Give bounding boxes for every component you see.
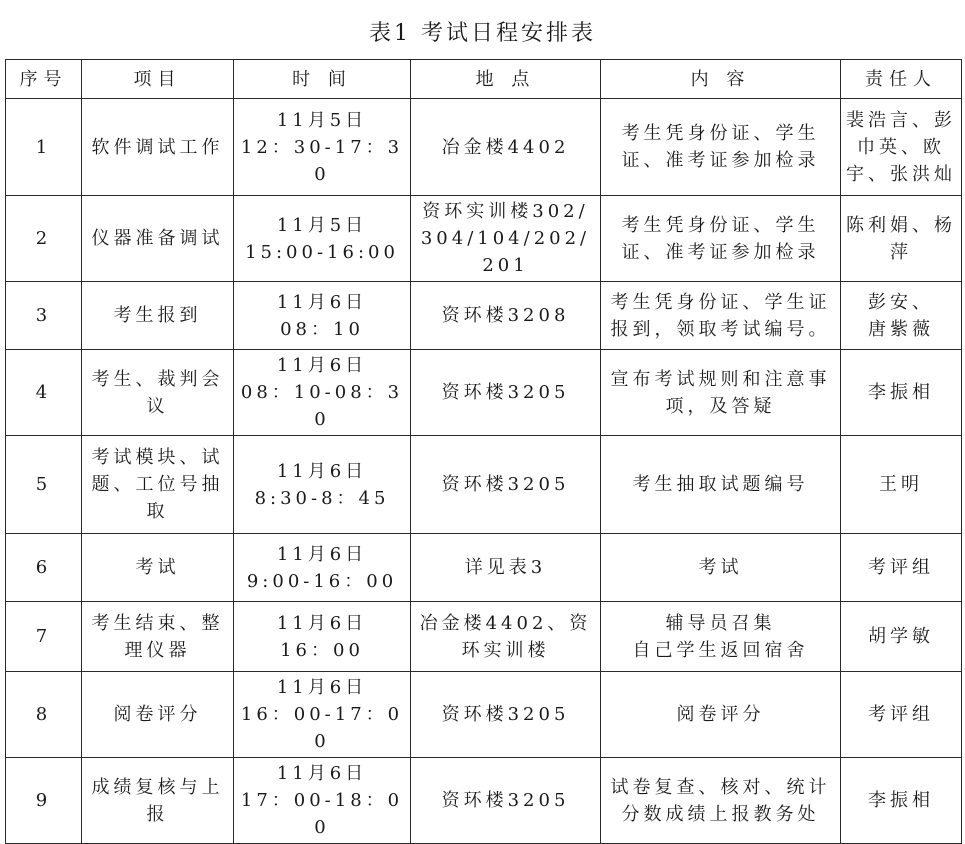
row-no: 1: [6, 99, 82, 196]
table-row: [6, 672, 962, 758]
row-item: 仪器准备调试: [82, 196, 234, 282]
table-row: [6, 196, 962, 282]
table-row: [6, 758, 962, 844]
table-row: [6, 602, 962, 672]
row-content: 考生凭身份证、学生证、准考证参加检录: [601, 99, 841, 196]
row-content: 考试: [601, 534, 841, 602]
row-item: 软件调试工作: [82, 99, 234, 196]
row-item: 考生、裁判会议: [82, 350, 234, 436]
row-item: 考生报到: [82, 282, 234, 350]
row-person: 李振相: [841, 350, 962, 436]
row-no: 3: [6, 282, 82, 350]
row-time: 11月5日 12：30-17：30: [234, 99, 411, 196]
row-content: 考生抽取试题编号: [601, 436, 841, 534]
row-location: 冶金楼4402: [411, 99, 601, 196]
row-person: 彭安、 唐紫薇: [841, 282, 962, 350]
header-time: 时 间: [234, 60, 411, 99]
row-person: 李振相: [841, 758, 962, 844]
row-item: 阅卷评分: [82, 672, 234, 758]
table-row: [6, 99, 962, 196]
row-person: 考评组: [841, 534, 962, 602]
table-row: [6, 534, 962, 602]
row-person: 陈利娟、杨萍: [841, 196, 962, 282]
table-row: [6, 436, 962, 534]
row-location: 资环楼3205: [411, 436, 601, 534]
row-location: 资环实训楼302/304/104/202/201: [411, 196, 601, 282]
row-person: 裴浩言、彭巾英、欧宇、张洪灿: [841, 99, 962, 196]
row-no: 7: [6, 602, 82, 672]
row-location: 详见表3: [411, 534, 601, 602]
row-location: 资环楼3205: [411, 672, 601, 758]
row-location: 资环楼3205: [411, 350, 601, 436]
header-location: 地 点: [411, 60, 601, 99]
row-no: 5: [6, 436, 82, 534]
row-content: 考生凭身份证、学生证、准考证参加检录: [601, 196, 841, 282]
schedule-table: [5, 59, 962, 844]
row-time: 11月6日 08：10: [234, 282, 411, 350]
row-content: 宣布考试规则和注意事项，及答疑: [601, 350, 841, 436]
row-person: 王明: [841, 436, 962, 534]
row-no: 8: [6, 672, 82, 758]
header-no: 序号: [6, 60, 82, 99]
row-content: 考生凭身份证、学生证报到，领取考试编号。: [601, 282, 841, 350]
row-location: 资环楼3208: [411, 282, 601, 350]
row-item: 考试: [82, 534, 234, 602]
row-time: 11月6日 17：00-18：00: [234, 758, 411, 844]
header-content: 内 容: [601, 60, 841, 99]
row-time: 11月6日 8:30-8：45: [234, 436, 411, 534]
row-person: 考评组: [841, 672, 962, 758]
row-item: 成绩复核与上报: [82, 758, 234, 844]
row-location: 资环楼3205: [411, 758, 601, 844]
row-item: 考生结束、整理仪器: [82, 602, 234, 672]
row-no: 6: [6, 534, 82, 602]
row-time: 11月6日 9:00-16：00: [234, 534, 411, 602]
row-no: 9: [6, 758, 82, 844]
table-title: 表1 考试日程安排表: [369, 21, 596, 46]
row-item: 考试模块、试题、工位号抽取: [82, 436, 234, 534]
row-content: 辅导员召集 自己学生返回宿舍: [601, 602, 841, 672]
row-time: 11月6日 08：10-08：30: [234, 350, 411, 436]
row-time: 11月6日 16：00-17：00: [234, 672, 411, 758]
header-row: [6, 60, 962, 99]
row-no: 2: [6, 196, 82, 282]
header-person: 责任人: [841, 60, 962, 99]
row-location: 冶金楼4402、资环实训楼: [411, 602, 601, 672]
table-row: [6, 282, 962, 350]
table-row: [6, 350, 962, 436]
row-time: 11月6日 16：00: [234, 602, 411, 672]
row-time: 11月5日 15:00-16:00: [234, 196, 411, 282]
row-person: 胡学敏: [841, 602, 962, 672]
header-item: 项目: [82, 60, 234, 99]
row-no: 4: [6, 350, 82, 436]
row-content: 试卷复查、核对、统计分数成绩上报教务处: [601, 758, 841, 844]
row-content: 阅卷评分: [601, 672, 841, 758]
